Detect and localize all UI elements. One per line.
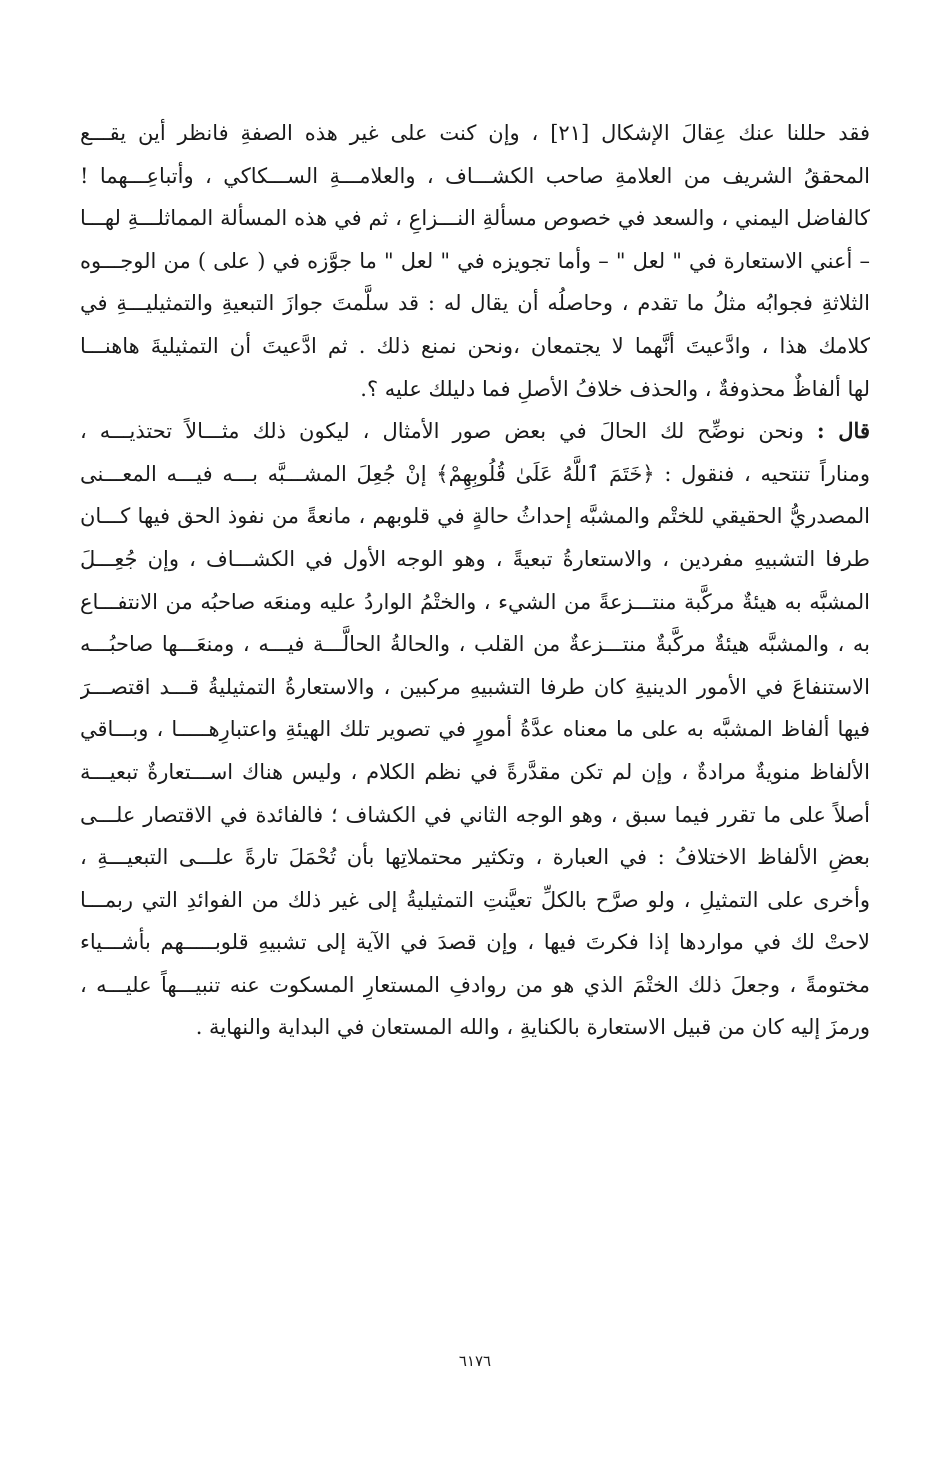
text-line: المشبَّه به هيئةٌ مركَّبة منتـــزعةً من الشيء ، والختْمُ الواردُ عليه ومنعَه صاحبُه من الانتفـــاع [80, 589, 870, 614]
body-text [80, 112, 870, 1049]
text-line: بعضِ الألفاظ الاختلافُ : في العبارة ، وتكثير محتملاتِها بأن تُحْمَلَ تارةً علـــى التبعيـــةِ ، [80, 845, 870, 870]
text-line: المحققُ الشريف من العلامةِ صاحب الكشـــاف ، والعلامـــةِ الســـكاكي ، وأتباعِـــهما ! [80, 163, 870, 188]
text-line: مختومةً ، وجعلَ ذلك الختْمَ الذي هو من روادفِ المستعارِ المسكوت عنه تنبيـــهاً عليـــه ، [80, 972, 870, 997]
text-line: الألفاظ منويةٌ مرادةٌ ، وإن لم تكن مقدَّرةً في نظم الكلام ، وليس هناك اســـتعارةٌ تبعيـــة [80, 759, 870, 784]
text-line: الثلاثةِ فجوابُه مثلُ ما تقدم ، وحاصلُه أن يقال له : قد سلَّمتَ جوازَ التبعيةِ والتمثيليـــةِ في [80, 291, 870, 316]
text-line: كالفاضل اليمني ، والسعد في خصوص مسألةِ النـــزاعِ ، ثم في هذه المسألة المماثلـــةِ لهـــا [80, 206, 870, 231]
text-line: كلامك هذا ، وادَّعيتَ أنَّهما لا يجتمعان ،ونحن نمنع ذلك . ثم ادَّعيتَ أن التمثيليةَ هاهنـــا [80, 333, 870, 358]
text-line: لها ألفاظٌ محذوفةٌ ، والحذف خلافُ الأصلِ فما دليلك عليه ؟. [360, 376, 870, 401]
text-line: لاحتْ لك في مواردها إذا فكرتَ فيها ، وإن قصدَ في الآية إلى تشبيهِ قلوبـــــهم بأشـــياء [80, 930, 870, 955]
text-line: – أعني الاستعارة في " لعل " – وأما تجويزه في " لعل " ما جوَّزه في ( على ) من الوجـــوه [80, 248, 870, 273]
text-line: ومناراً تنتحيه ، فنقول : ﴿خَتَمَ ٱللَّهُ عَلَىٰ قُلُوبِهِمْ﴾ إنْ جُعِلَ المشـــبَّه بـــه فيـــه المعـــنى [80, 461, 870, 486]
text-line: وأخرى على التمثيلِ ، ولو صرَّح بالكلِّ تعيَّنتِ التمثيليةُ إلى غير ذلك من الفوائدِ التي ربمـــا [80, 887, 870, 912]
text-line: أصلاً على ما تقرر فيما سبق ، وهو الوجه الثاني في الكشاف ؛ فالفائدة في الاقتصار علـــى [80, 802, 870, 827]
page-number: ٦١٧٦ [458, 1352, 492, 1370]
text-span: ونحن نوضِّح لك الحالَ في بعض صور الأمثال ، ليكون ذلك مثـــالاً تحتذيـــه ، [80, 419, 817, 444]
text-line: فيها ألفاظ المشبَّه به على ما معناه عدَّةُ أمورٍ في تصوير تلك الهيئةِ واعتبارِهـــــا ، وبـــاقي [80, 717, 870, 742]
text-line: الاستنفاعَ في الأمور الدينيةِ كان طرفا التشبيهِ مركبين ، والاستعارةُ التمثيليةُ قـــد اقتصـــرَ [80, 674, 870, 699]
text-line: فقد حللنا عنك عِقالَ الإشكال [٢١] ، وإن كنت على غير هذه الصفةِ فانظر أين يقـــع [80, 121, 870, 145]
text-line: به ، والمشبَّه هيئةٌ مركَّبةٌ منتـــزعةٌ من القلب ، والحالةُ الحالَّـــة فيـــه ، ومنعَـــها صاحبُـــه [80, 632, 870, 657]
text-line: ورمزَ إليه كان من قبيل الاستعارة بالكنايةِ ، والله المستعان في البداية والنهاية . [195, 1015, 870, 1040]
qal-label: قال : [816, 418, 870, 444]
text-line: طرفا التشبيهِ مفردين ، والاستعارةُ تبعيةً ، وهو الوجه الأول في الكشـــاف ، وإن جُعِـــلَ [80, 546, 870, 571]
text-line: المصدريُّ الحقيقي للختْم والمشبَّه إحداثُ حالةٍ في قلوبهم ، مانعةً من نفوذ الحق فيها كـــان [80, 504, 870, 529]
paragraph-start-line [80, 410, 870, 453]
